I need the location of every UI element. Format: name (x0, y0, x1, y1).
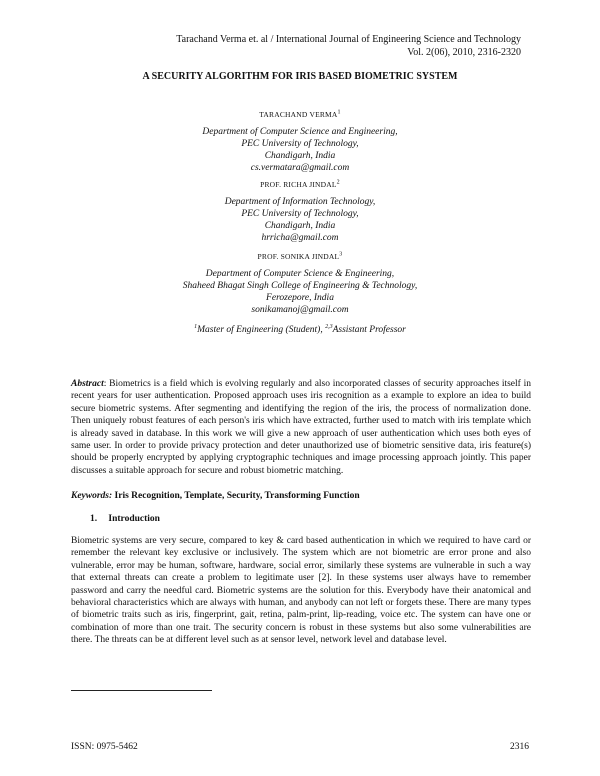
affiliation-line: Chandigarh, India (264, 221, 336, 231)
abstract (71, 378, 531, 477)
author-name: PROF. RICHA JINDAL (260, 180, 337, 189)
note-sup-1: 1 (194, 323, 198, 330)
affiliation-line: Shaheed Bhagat Singh College of Engineering & Technology, (182, 281, 418, 291)
author-email: cs.vermatara@gmail.com (250, 163, 350, 173)
paper-title: A SECURITY ALGORITHM FOR IRIS BASED BIOMETRIC SYSTEM (142, 71, 458, 82)
abstract-label: Abstract (71, 379, 104, 389)
footnote-rule (71, 690, 212, 691)
header-journal: Tarachand Verma et. al / International Journal of Engineering Science and Technology (176, 34, 521, 45)
author-sup: 3 (339, 251, 343, 258)
footer-issn: ISSN: 0975-5462 (71, 742, 138, 752)
abstract-text: : Biometrics is a field which is evolving regularly and also incorporated classes of security approaches itself in recent years for user authentication. Proposed approach uses iris recognition as a example to explore an idea to build secure biometric systems. After segmenting and identifying the region of the iris, the process of normalization done. Then uniquely robust features of each person's iris which have extracted, further used to match with iris template which is already saved in database. In this work we will give a new approach of user authentication which uses both eyes of same user. In order to provide privacy protection and deter unauthorized use of biometric sensitive data, iris feature(s) should be properly encrypted by applying cryptographic techniques and image processing approach jointly. This paper discusses a suitable approach for secure and robust biometric matching. (71, 379, 531, 476)
author-role-note (0, 325, 600, 335)
author-sup: 1 (337, 109, 341, 116)
header-volume: Vol. 2(06), 2010, 2316-2320 (407, 46, 521, 58)
page-number: 2316 (510, 742, 529, 752)
note-part-1: Master of Engineering (Student), (197, 325, 326, 335)
affiliation-line: Department of Computer Science and Engineering, (202, 127, 398, 137)
section-number: 1. (90, 514, 98, 524)
affiliation-line: PEC University of Technology, (241, 139, 359, 149)
section-title: Introduction (108, 514, 160, 524)
affiliation-line: Ferozepore, India (266, 293, 334, 303)
author-1 (0, 110, 600, 174)
affiliation-line: Department of Computer Science & Engineering, (205, 269, 395, 279)
affiliation-line: Department of Information Technology, (224, 197, 376, 207)
author-name: TARACHAND VERMA (259, 110, 338, 119)
affiliation-line: PEC University of Technology, (241, 209, 359, 219)
author-email: hrricha@gmail.com (261, 233, 339, 243)
note-part-2: Assistant Professor (332, 325, 406, 335)
author-name: PROF. SONIKA JINDAL (257, 252, 340, 261)
keywords-label: Keywords: (71, 491, 113, 501)
affiliation-line: Chandigarh, India (264, 151, 336, 161)
intro-paragraph: Biometric systems are very secure, compared to key & card based authentication in which we required to have card or remember the relevant key exclusive or inclusively. The system which are not biometric are error prone and also vulnerable, error may be human, software, hardware, social error, similarly these systems are vulnerable in such a way that external threats can create a problem to legitimate user [2]. In these systems user always have to remember password and carry the needful card. Biometric systems are the solution for this. Everybody have their anatomical and behavioral characteristics which are always with human, and anybody can not left or forgets these. There are many types of biometric traits such as iris, fingerprint, gait, retina, palm-print, lip-reading, voice etc. The system can have one or combination of more than one trait. The security concern is robust in these systems but also some vulnerabilities are there. The threats can be at different level such as at sensor level, network level and database level. (71, 536, 531, 646)
note-sup-2: 2,3 (325, 323, 333, 330)
author-sup: 2 (336, 179, 340, 186)
keywords (71, 491, 360, 501)
author-2 (0, 180, 600, 244)
running-header (176, 34, 521, 59)
author-email: sonikamanoj@gmail.com (251, 305, 349, 315)
author-3 (0, 252, 600, 316)
keywords-text: Iris Recognition, Template, Security, Transforming Function (114, 491, 360, 501)
section-heading (90, 514, 160, 524)
